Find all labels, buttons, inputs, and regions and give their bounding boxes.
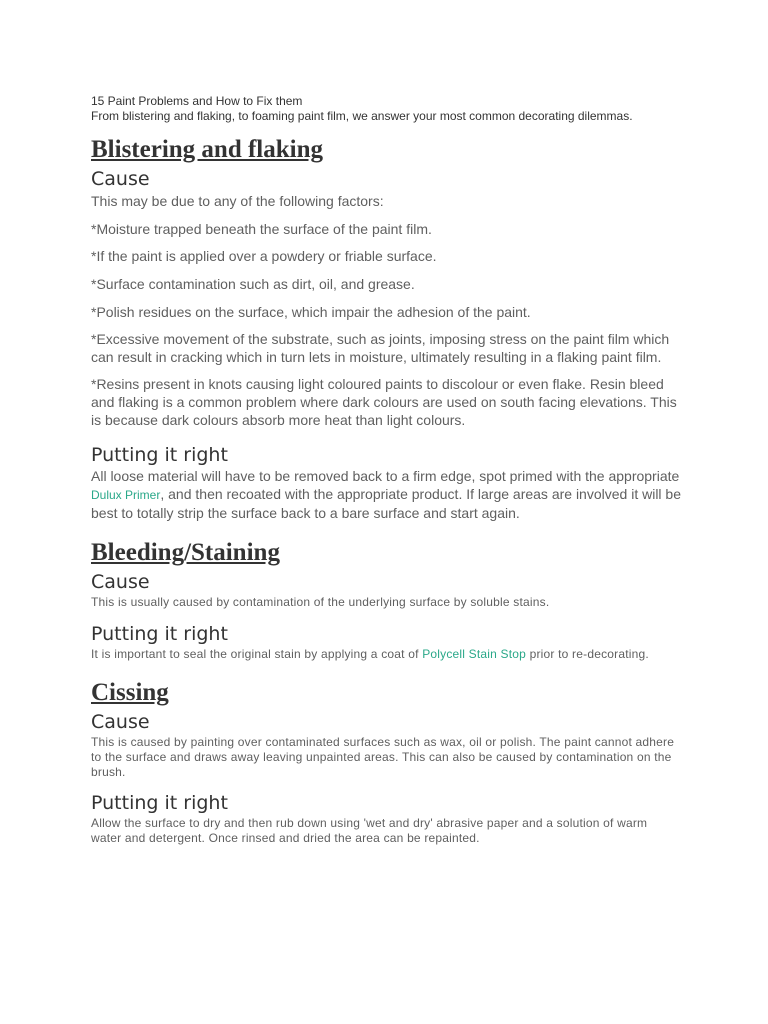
fix-text-cissing: Allow the surface to dry and then rub down using 'wet and dry' abrasive paper and a solution of warm water and detergent. Once rinsed and dried the area can be repainted.: [91, 816, 648, 845]
fix-text-part: All loose material will have to be removed back to a firm edge, spot primed with the appropriate: [91, 468, 680, 484]
cause-text-cissing: This is caused by painting over contaminated surfaces such as wax, oil or polish. The paint cannot adhere to the surface and draws away leaving unpainted areas. This can also be caused by contamination on the brush.: [91, 735, 675, 779]
cause-text-bleeding: This is usually caused by contamination of the underlying surface by soluble stains.: [91, 595, 550, 609]
cause-intro-blistering: This may be due to any of the following factors:: [91, 193, 384, 209]
article-title: 15 Paint Problems and How to Fix them: [91, 94, 303, 108]
cause-heading-blistering: Cause: [91, 168, 150, 190]
fix-heading-cissing: Putting it right: [91, 792, 228, 814]
dulux-primer-link[interactable]: Dulux Primer: [91, 488, 161, 502]
fix-heading-bleeding: Putting it right: [91, 623, 228, 645]
cause-heading-bleeding: Cause: [91, 571, 150, 593]
section-title-cissing: Cissing: [91, 679, 169, 706]
fix-text-part: prior to re-decorating.: [526, 647, 649, 661]
fix-text-bleeding: [91, 647, 681, 662]
fix-text-blistering: [91, 467, 681, 522]
polycell-stain-stop-link[interactable]: Polycell Stain Stop: [422, 647, 527, 661]
factor-item: *Resins present in knots causing light coloured paints to discolour or even flake. Resin bleed and flaking is a common problem where dark colours are used on south facing elevations. This is because dark colours absorb more heat than light colours.: [91, 376, 677, 428]
cause-heading-cissing: Cause: [91, 711, 150, 733]
section-title-blistering: Blistering and flaking: [91, 136, 323, 163]
fix-text-part: , and then recoated with the appropriate product. If large areas are involved it will be best to totally strip the surface back to a bare surface and start again.: [91, 486, 681, 521]
fix-text-part: It is important to seal the original stain by applying a coat of: [91, 647, 423, 661]
article: [91, 94, 681, 846]
article-subtitle: From blistering and flaking, to foaming paint film, we answer your most common decorating dilemmas.: [91, 109, 633, 123]
factor-item: *Excessive movement of the substrate, such as joints, imposing stress on the paint film which can result in cracking which in turn lets in moisture, ultimately resulting in a flaking paint film.: [91, 331, 670, 365]
factor-item: *Polish residues on the surface, which impair the adhesion of the paint.: [91, 304, 531, 320]
fix-heading-blistering: Putting it right: [91, 444, 228, 466]
factor-item: *Moisture trapped beneath the surface of the paint film.: [91, 221, 432, 237]
factor-item: *Surface contamination such as dirt, oil, and grease.: [91, 276, 415, 292]
section-title-bleeding: Bleeding/Staining: [91, 539, 280, 566]
factor-item: *If the paint is applied over a powdery or friable surface.: [91, 248, 437, 264]
